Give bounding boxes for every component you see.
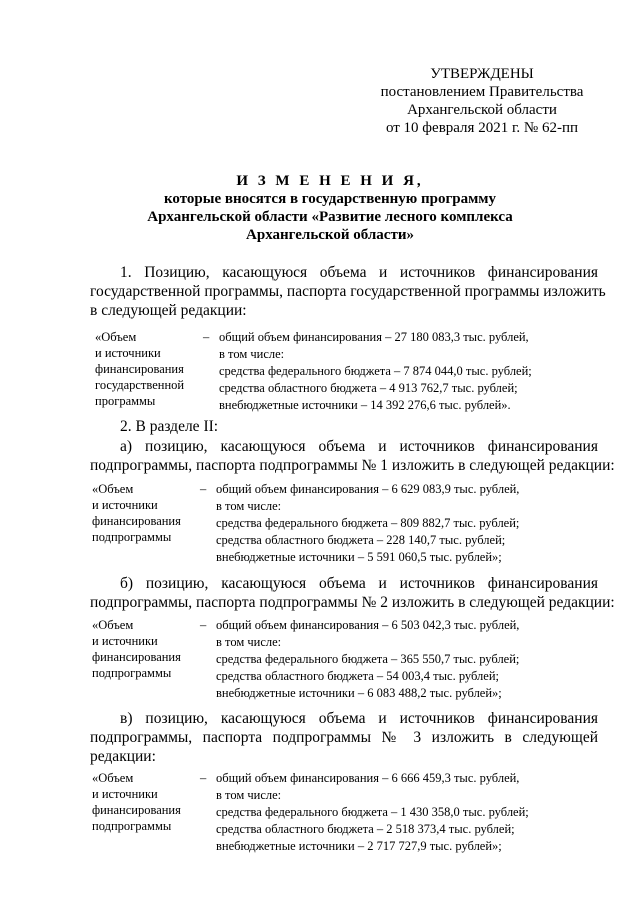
document-title (60, 172, 600, 244)
label-line: «Объем (92, 618, 134, 632)
value-line: средства областного бюджета – 54 003,4 тыс. рублей; (216, 669, 499, 683)
title-line: которые вносятся в государственную программу (163, 191, 497, 207)
approval-decree: постановлением Правительства (380, 84, 584, 100)
label-line: и источники (92, 498, 158, 512)
paragraph-line: 1. Позицию, касающуюся объема и источников финансирования (120, 264, 598, 281)
label-line: «Объем (92, 482, 134, 496)
position-label (95, 329, 205, 409)
paragraph-line: а) позицию, касающуюся объема и источников финансирования (120, 438, 598, 455)
dash-separator: – (200, 482, 207, 496)
value-line: внебюджетные источники – 14 392 276,6 тыс. рублей». (219, 398, 511, 412)
subsection-b-paragraph (90, 574, 615, 612)
label-line: финансирования (95, 362, 184, 376)
subsection-c-paragraph (90, 709, 598, 766)
title-line: Архангельской области» (246, 227, 414, 243)
value-line: внебюджетные источники – 5 591 060,5 тыс. рублей»; (216, 550, 502, 564)
paragraph-line: подпрограммы, паспорта подпрограммы № 1 изложить в следующей редакции: (90, 457, 615, 474)
label-line: государственной (95, 378, 185, 392)
label-line: финансирования (92, 514, 181, 528)
value-line: средства областного бюджета – 4 913 762,7 тыс. рублей; (219, 381, 518, 395)
approval-region: Архангельской области (407, 102, 557, 118)
position-values (216, 770, 529, 855)
approval-block (362, 65, 602, 137)
value-line: в том числе: (216, 499, 282, 513)
approval-date: от 10 февраля 2021 г. № 62-пп (385, 120, 579, 136)
dash-separator: – (200, 618, 207, 632)
value-line: средства областного бюджета – 2 518 373,4 тыс. рублей; (216, 822, 515, 836)
position-values (216, 481, 519, 566)
value-line: внебюджетные источники – 2 717 727,9 тыс. рублей»; (216, 839, 502, 853)
position-label (92, 770, 202, 834)
title-line: Архангельской области «Развитие лесного комплекса (147, 209, 513, 225)
label-line: и источники (92, 787, 158, 801)
value-line: в том числе: (216, 788, 282, 802)
value-line: средства федерального бюджета – 7 874 044,0 тыс. рублей; (219, 364, 532, 378)
label-line: программы (95, 394, 156, 408)
position-values (219, 329, 532, 414)
value-line: общий объем финансирования – 27 180 083,3 тыс. рублей, (219, 330, 529, 344)
value-line: средства областного бюджета – 228 140,7 тыс. рублей; (216, 533, 506, 547)
position-values (216, 617, 519, 702)
section-1-paragraph (90, 263, 606, 320)
dash-separator: – (203, 330, 210, 344)
paragraph-line: государственной программы, паспорта государственной программы изложить (90, 283, 606, 300)
value-line: общий объем финансирования – 6 666 459,3 тыс. рублей, (216, 771, 520, 785)
value-line: в том числе: (216, 635, 282, 649)
section-2-heading: 2. В разделе II: (120, 418, 219, 435)
label-line: подпрограммы (92, 819, 172, 833)
paragraph-line: подпрограммы, паспорта подпрограммы № 2 изложить в следующей редакции: (90, 594, 615, 611)
value-line: общий объем финансирования – 6 629 083,9 тыс. рублей, (216, 482, 520, 496)
label-line: и источники (95, 346, 161, 360)
value-line: общий объем финансирования – 6 503 042,3 тыс. рублей, (216, 618, 520, 632)
subsection-a-paragraph (90, 437, 615, 475)
paragraph-line: редакции: (90, 748, 156, 765)
label-line: и источники (92, 634, 158, 648)
label-line: подпрограммы (92, 666, 172, 680)
label-line: финансирования (92, 650, 181, 664)
title-heading: И З М Е Н Е Н И Я, (236, 173, 424, 189)
position-label (92, 481, 202, 545)
dash-separator: – (200, 771, 207, 785)
label-line: «Объем (95, 330, 137, 344)
value-line: средства федерального бюджета – 1 430 358,0 тыс. рублей; (216, 805, 529, 819)
paragraph-line: подпрограммы, паспорта подпрограммы № 3 изложить в следующей (90, 729, 598, 746)
value-line: внебюджетные источники – 6 083 488,2 тыс. рублей»; (216, 686, 502, 700)
label-line: «Объем (92, 771, 134, 785)
value-line: средства федерального бюджета – 365 550,7 тыс. рублей; (216, 652, 520, 666)
approval-title: УТВЕРЖДЕНЫ (430, 66, 534, 82)
paragraph-line: б) позицию, касающуюся объема и источников финансирования (120, 575, 598, 592)
value-line: в том числе: (219, 347, 285, 361)
paragraph-line: в следующей редакции: (90, 302, 247, 319)
paragraph-line: в) позицию, касающуюся объема и источников финансирования (120, 710, 598, 727)
label-line: подпрограммы (92, 530, 172, 544)
value-line: средства федерального бюджета – 809 882,7 тыс. рублей; (216, 516, 520, 530)
label-line: финансирования (92, 803, 181, 817)
position-label (92, 617, 202, 681)
